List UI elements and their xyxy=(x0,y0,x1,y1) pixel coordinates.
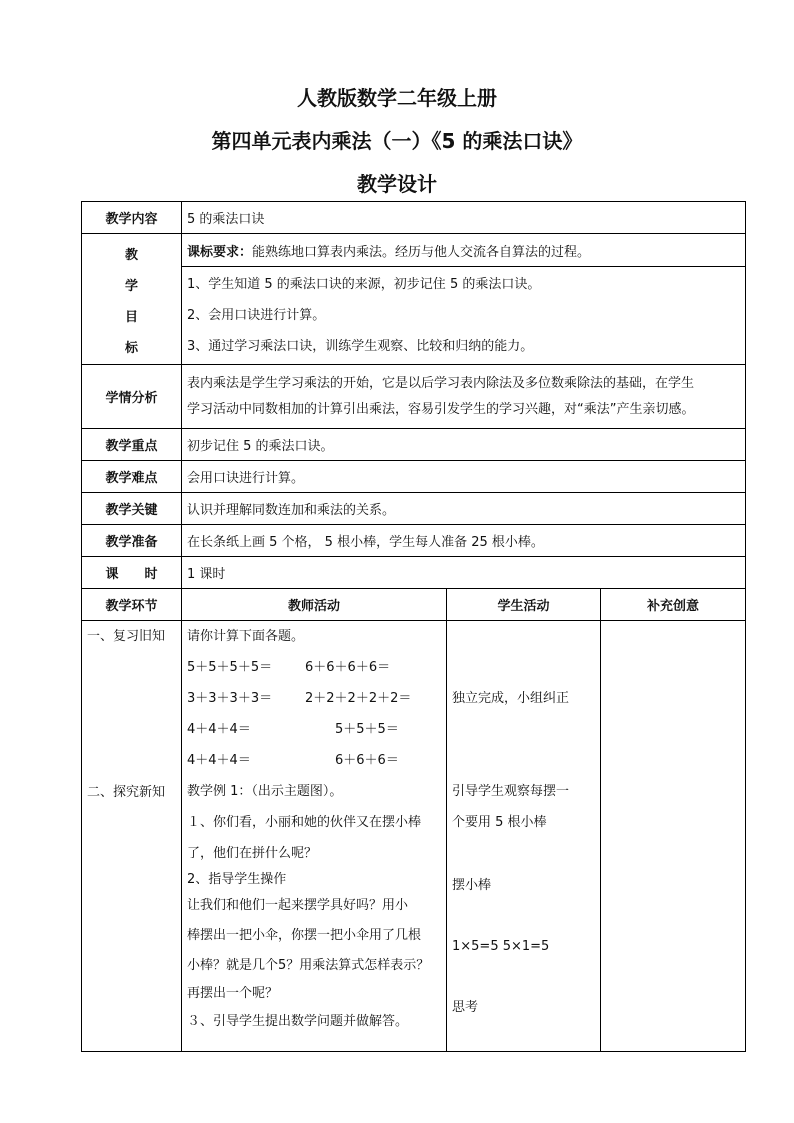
label-difficulty: 教学难点 xyxy=(82,461,182,493)
teacher-q2a: 让我们和他们一起来摆学具好吗？用小 xyxy=(187,898,409,913)
calc-2b: 2＋2＋2＋2＋2＝ xyxy=(305,691,412,706)
label-objectives xyxy=(82,234,182,365)
unit-title: 第四单元表内乘法（一）《5 的乘法口诀》 xyxy=(211,129,583,153)
objective-items xyxy=(182,267,746,365)
student-s3: 摆小棒 xyxy=(452,878,492,893)
student-s5: 思考 xyxy=(452,1000,479,1015)
row-standard xyxy=(82,234,746,267)
row-key xyxy=(82,493,746,525)
row-hours xyxy=(82,557,746,589)
analysis-line-2: 学习活动中同数相加的计算引出乘法，容易引发学生的学习兴趣，对“乘法”产生亲切感。 xyxy=(187,401,695,417)
analysis-line-1: 表内乘法是学生学习乘法的开始，它是以后学习表内除法及多位数乘除法的基础，在学生 xyxy=(187,375,695,391)
header-teacher: 教师活动 xyxy=(182,589,447,621)
label-content: 教学内容 xyxy=(82,202,182,234)
student-s1: 独立完成，小组纠正 xyxy=(452,691,570,706)
value-prep: 在长条纸上画 5 个格， 5 根小棒，学生每人准备 25 根小棒。 xyxy=(182,525,746,557)
objectives-char-1: 教 xyxy=(124,248,138,263)
teacher-q3: ３、引导学生提出数学问题并做解答。 xyxy=(187,1014,409,1029)
calc-3a: 4＋4＋4＝ xyxy=(187,722,251,737)
value-difficulty: 会用口诀进行计算。 xyxy=(182,461,746,493)
student-s2a: 引导学生观察每摆一 xyxy=(452,784,570,799)
objective-item-3: 3、通过学习乘法口诀，训练学生观察、比较和归纳的能力。 xyxy=(187,339,534,355)
row-difficulty xyxy=(82,461,746,493)
objectives-char-4: 标 xyxy=(124,341,138,356)
teacher-q1b: 了，他们在拼什么呢？ xyxy=(187,846,318,861)
calc-3b: 5＋5＋5＝ xyxy=(335,722,399,737)
student-s4: 1×5=5 5×1=5 xyxy=(452,939,550,954)
label-prep: 教学准备 xyxy=(82,525,182,557)
student-activity xyxy=(447,621,601,1052)
row-process xyxy=(82,621,746,1052)
row-process-header xyxy=(82,589,746,621)
calc-4a: 4＋4＋4＝ xyxy=(187,753,251,768)
teacher-q1a: １、你们看，小丽和她的伙伴又在摆小棒 xyxy=(187,815,422,830)
calc-row-4 xyxy=(187,745,441,776)
objective-item-2: 2、会用口诀进行计算。 xyxy=(187,308,326,324)
calc-1b: 6＋6＋6＋6＝ xyxy=(305,660,391,675)
calc-row-2 xyxy=(187,683,441,714)
student-s2b: 个要用 5 根小棒 xyxy=(452,815,547,830)
teacher-intro: 请你计算下面各题。 xyxy=(187,629,305,644)
stage-explore: 二、探究新知 xyxy=(87,785,166,800)
value-hours: 1 课时 xyxy=(182,557,746,589)
teacher-activity xyxy=(182,621,447,1052)
label-key-point: 教学重点 xyxy=(82,429,182,461)
header-stage: 教学环节 xyxy=(82,589,182,621)
calc-1a: 5＋5＋5＋5＝ xyxy=(187,660,273,675)
objectives-char-2: 学 xyxy=(124,279,138,294)
label-key: 教学关键 xyxy=(82,493,182,525)
teacher-q2b: 棒摆出一把小伞，你摆一把小伞用了几根 xyxy=(187,928,422,943)
row-objective-items xyxy=(82,267,746,365)
curriculum-standard xyxy=(182,234,746,267)
label-hours: 课 时 xyxy=(82,557,182,589)
value-key: 认识并理解同数连加和乘法的关系。 xyxy=(182,493,746,525)
teacher-q2: 2、指导学生操作 xyxy=(187,872,287,887)
calc-row-3 xyxy=(187,714,441,745)
calc-2a: 3＋3＋3＋3＝ xyxy=(187,691,273,706)
teacher-q2c: 小棒？就是几个5？用乘法算式怎样表示？ xyxy=(187,958,430,973)
document-title: 人教版数学二年级上册 xyxy=(297,86,497,110)
teacher-example: 教学例 1：（出示主题图）。 xyxy=(187,784,343,799)
value-key-point: 初步记住 5 的乘法口诀。 xyxy=(182,429,746,461)
row-key-point xyxy=(82,429,746,461)
value-analysis xyxy=(182,365,746,429)
label-analysis: 学情分析 xyxy=(82,365,182,429)
lesson-plan-table xyxy=(81,201,746,1052)
calc-row-1 xyxy=(187,652,441,683)
objective-item-1: 1、学生知道 5 的乘法口诀的来源，初步记住 5 的乘法口诀。 xyxy=(187,277,541,293)
row-prep xyxy=(82,525,746,557)
value-content: 5 的乘法口诀 xyxy=(182,202,746,234)
stage-review: 一、复习旧知 xyxy=(87,629,166,644)
row-content xyxy=(82,202,746,234)
standard-label: 课标要求： xyxy=(187,244,253,260)
row-analysis xyxy=(82,365,746,429)
extra-ideas xyxy=(601,621,746,1052)
standard-text: 能熟练地口算表内乘法。经历与他人交流各自算法的过程。 xyxy=(252,244,591,260)
objectives-char-3: 目 xyxy=(124,310,138,325)
header-extra: 补充创意 xyxy=(601,589,746,621)
header-student: 学生活动 xyxy=(447,589,601,621)
design-title: 教学设计 xyxy=(357,172,437,196)
stage-column xyxy=(82,621,182,1052)
calc-4b: 6＋6＋6＝ xyxy=(335,753,399,768)
teacher-q2d: 再摆出一个呢？ xyxy=(187,986,279,1001)
